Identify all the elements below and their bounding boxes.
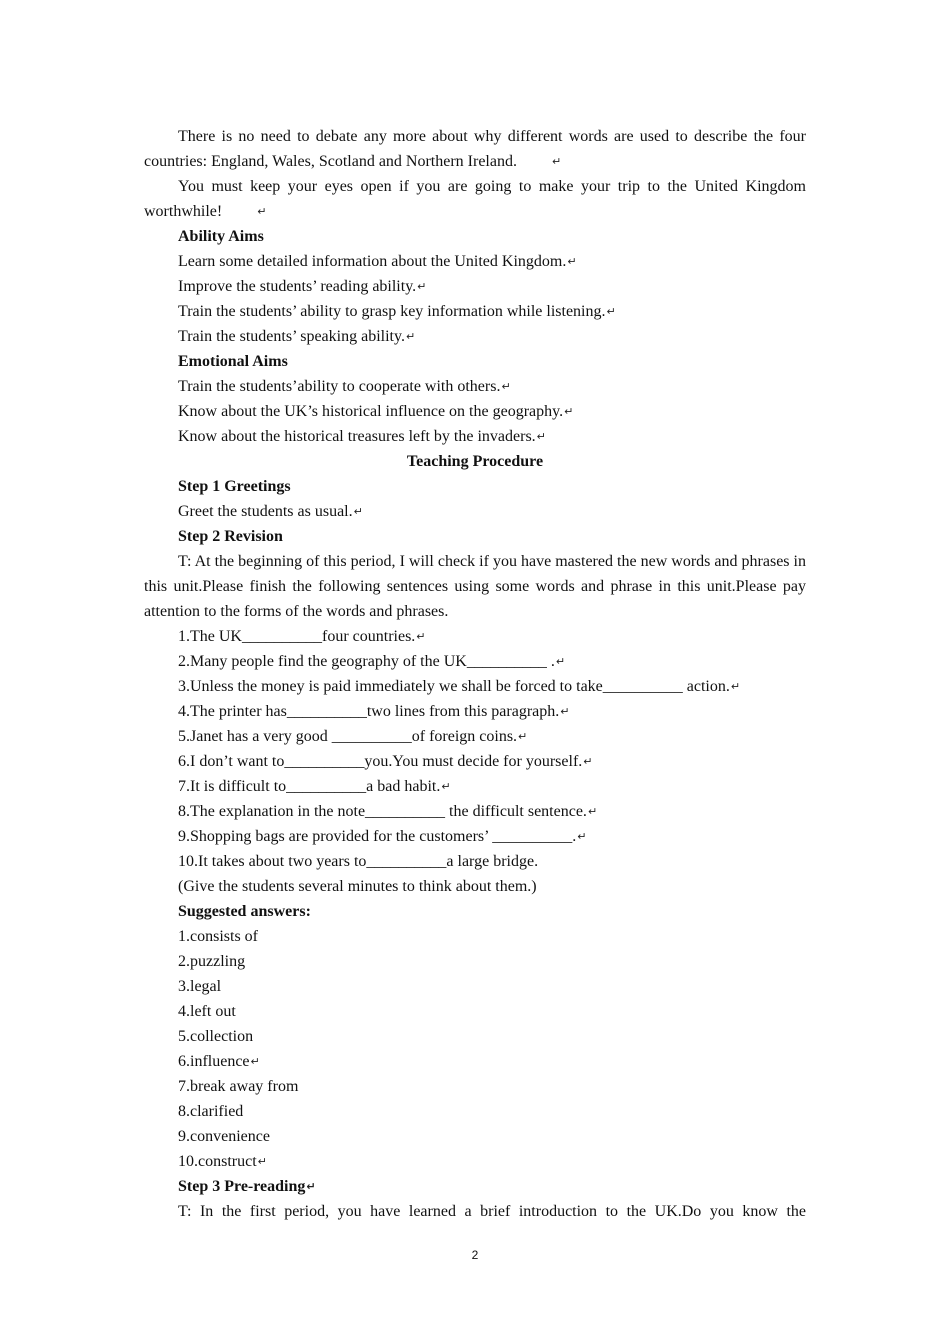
paragraph-mark-icon: ↵: [257, 1155, 267, 1168]
step1-heading: Step 1 Greetings: [178, 478, 291, 495]
exercise-sentence: 9.Shopping bags are provided for the customers’ __________.↵: [144, 824, 806, 849]
step3-text: T: In the first period, you have learned a brief introduction to the UK.Do you know the: [178, 1203, 806, 1220]
line-break-mark-icon: ↵: [250, 1055, 260, 1068]
ability-aim-item: Learn some detailed information about the United Kingdom.↵: [144, 249, 806, 274]
ability-aim-item: Train the students’ ability to grasp key information while listening.↵: [144, 299, 806, 324]
paragraph-mark-icon: ↵: [306, 1180, 316, 1193]
step1-text: Greet the students as usual.↵: [144, 499, 806, 524]
answer-item: 10.construct↵: [144, 1149, 806, 1174]
answer-item: 2.puzzling: [178, 953, 246, 970]
intro-paragraph-1: There is no need to debate any more about why different words are used to describe the four countries: England, Wales, Scotland and Northern Ireland. ↵: [144, 124, 806, 174]
emotional-aim-item: Know about the historical treasures left by the invaders.↵: [144, 424, 806, 449]
line-break-mark-icon: ↵: [567, 255, 577, 268]
line-break-mark-icon: ↵: [417, 280, 427, 293]
answer-item: 5.collection: [178, 1028, 254, 1045]
paragraph-mark-icon: ↵: [555, 655, 566, 668]
exercise-sentence: 2.Many people find the geography of the UK__________ .↵: [144, 649, 806, 674]
ability-aim-item: Train the students’ speaking ability.↵: [144, 324, 806, 349]
ability-aims-heading: Ability Aims: [178, 228, 264, 245]
exercise-sentence: 7.It is difficult to__________a bad habit.↵: [144, 774, 806, 799]
answer-item: 8.clarified: [178, 1103, 244, 1120]
paragraph-mark-icon: ↵: [577, 830, 587, 843]
paragraph-mark-icon: ↵: [518, 730, 528, 743]
intro-paragraph-2: You must keep your eyes open if you are going to make your trip to the United Kingdom worthwhile! ↵: [144, 174, 806, 224]
exercise-sentence: 10.It takes about two years to__________a large bridge.: [178, 853, 539, 870]
answer-item: 3.legal: [178, 978, 222, 995]
step2-heading: Step 2 Revision: [178, 528, 283, 545]
paragraph-mark-icon: ↵: [353, 505, 363, 518]
step2-text: T: At the beginning of this period, I will check if you have mastered the new words and phrases in this unit.Please finish the following sentences using some words and phrase in this unit.Please pay attention to the forms of the words and phrases.: [144, 553, 806, 620]
paragraph-mark-icon: ↵: [257, 205, 267, 218]
exercise-sentence: 5.Janet has a very good __________of foreign coins.↵: [144, 724, 806, 749]
document-body: [144, 124, 806, 1224]
exercise-sentence: 1.The UK__________four countries.↵: [144, 624, 806, 649]
answer-item: 6.influence↵: [144, 1049, 806, 1074]
exercise-sentence: 8.The explanation in the note__________ the difficult sentence.↵: [144, 799, 806, 824]
answer-item: 9.convenience: [178, 1128, 270, 1145]
paragraph-mark-icon: ↵: [441, 780, 451, 793]
step3-heading: Step 3 Pre-reading↵: [144, 1174, 806, 1199]
answers-heading: Suggested answers:: [178, 903, 311, 920]
exercise-sentence: 4.The printer has__________two lines from this paragraph.↵: [144, 699, 806, 724]
ability-aim-item: Improve the students’ reading ability.↵: [144, 274, 806, 299]
procedure-title: Teaching Procedure: [406, 453, 544, 470]
paragraph-mark-icon: ↵: [587, 805, 598, 818]
answer-item: 4.left out: [178, 1003, 236, 1020]
emotional-aim-item: Train the students’ability to cooperate with others.↵: [144, 374, 806, 399]
paragraph-mark-icon: ↵: [536, 430, 546, 443]
paragraph-mark-icon: ↵: [730, 680, 741, 693]
emotional-aims-heading: Emotional Aims: [178, 353, 288, 370]
line-break-mark-icon: ↵: [551, 155, 562, 168]
paragraph-mark-icon: ↵: [560, 705, 570, 718]
emotional-aim-item: Know about the UK’s historical influence on the geography.↵: [144, 399, 806, 424]
page-number: 2: [471, 1248, 479, 1262]
line-break-mark-icon: ↵: [564, 405, 574, 418]
step2-note: (Give the students several minutes to think about them.): [178, 878, 537, 895]
paragraph-mark-icon: ↵: [405, 330, 416, 343]
paragraph-mark-icon: ↵: [416, 630, 426, 643]
answer-item: 1.consists of: [178, 928, 258, 945]
paragraph-mark-icon: ↵: [583, 755, 593, 768]
line-break-mark-icon: ↵: [501, 380, 511, 393]
exercise-sentence: 3.Unless the money is paid immediately we shall be forced to take__________ action.↵: [144, 674, 806, 699]
answer-item: 7.break away from: [178, 1078, 299, 1095]
line-break-mark-icon: ↵: [606, 305, 616, 318]
exercise-sentence: 6.I don’t want to__________you.You must decide for yourself.↵: [144, 749, 806, 774]
